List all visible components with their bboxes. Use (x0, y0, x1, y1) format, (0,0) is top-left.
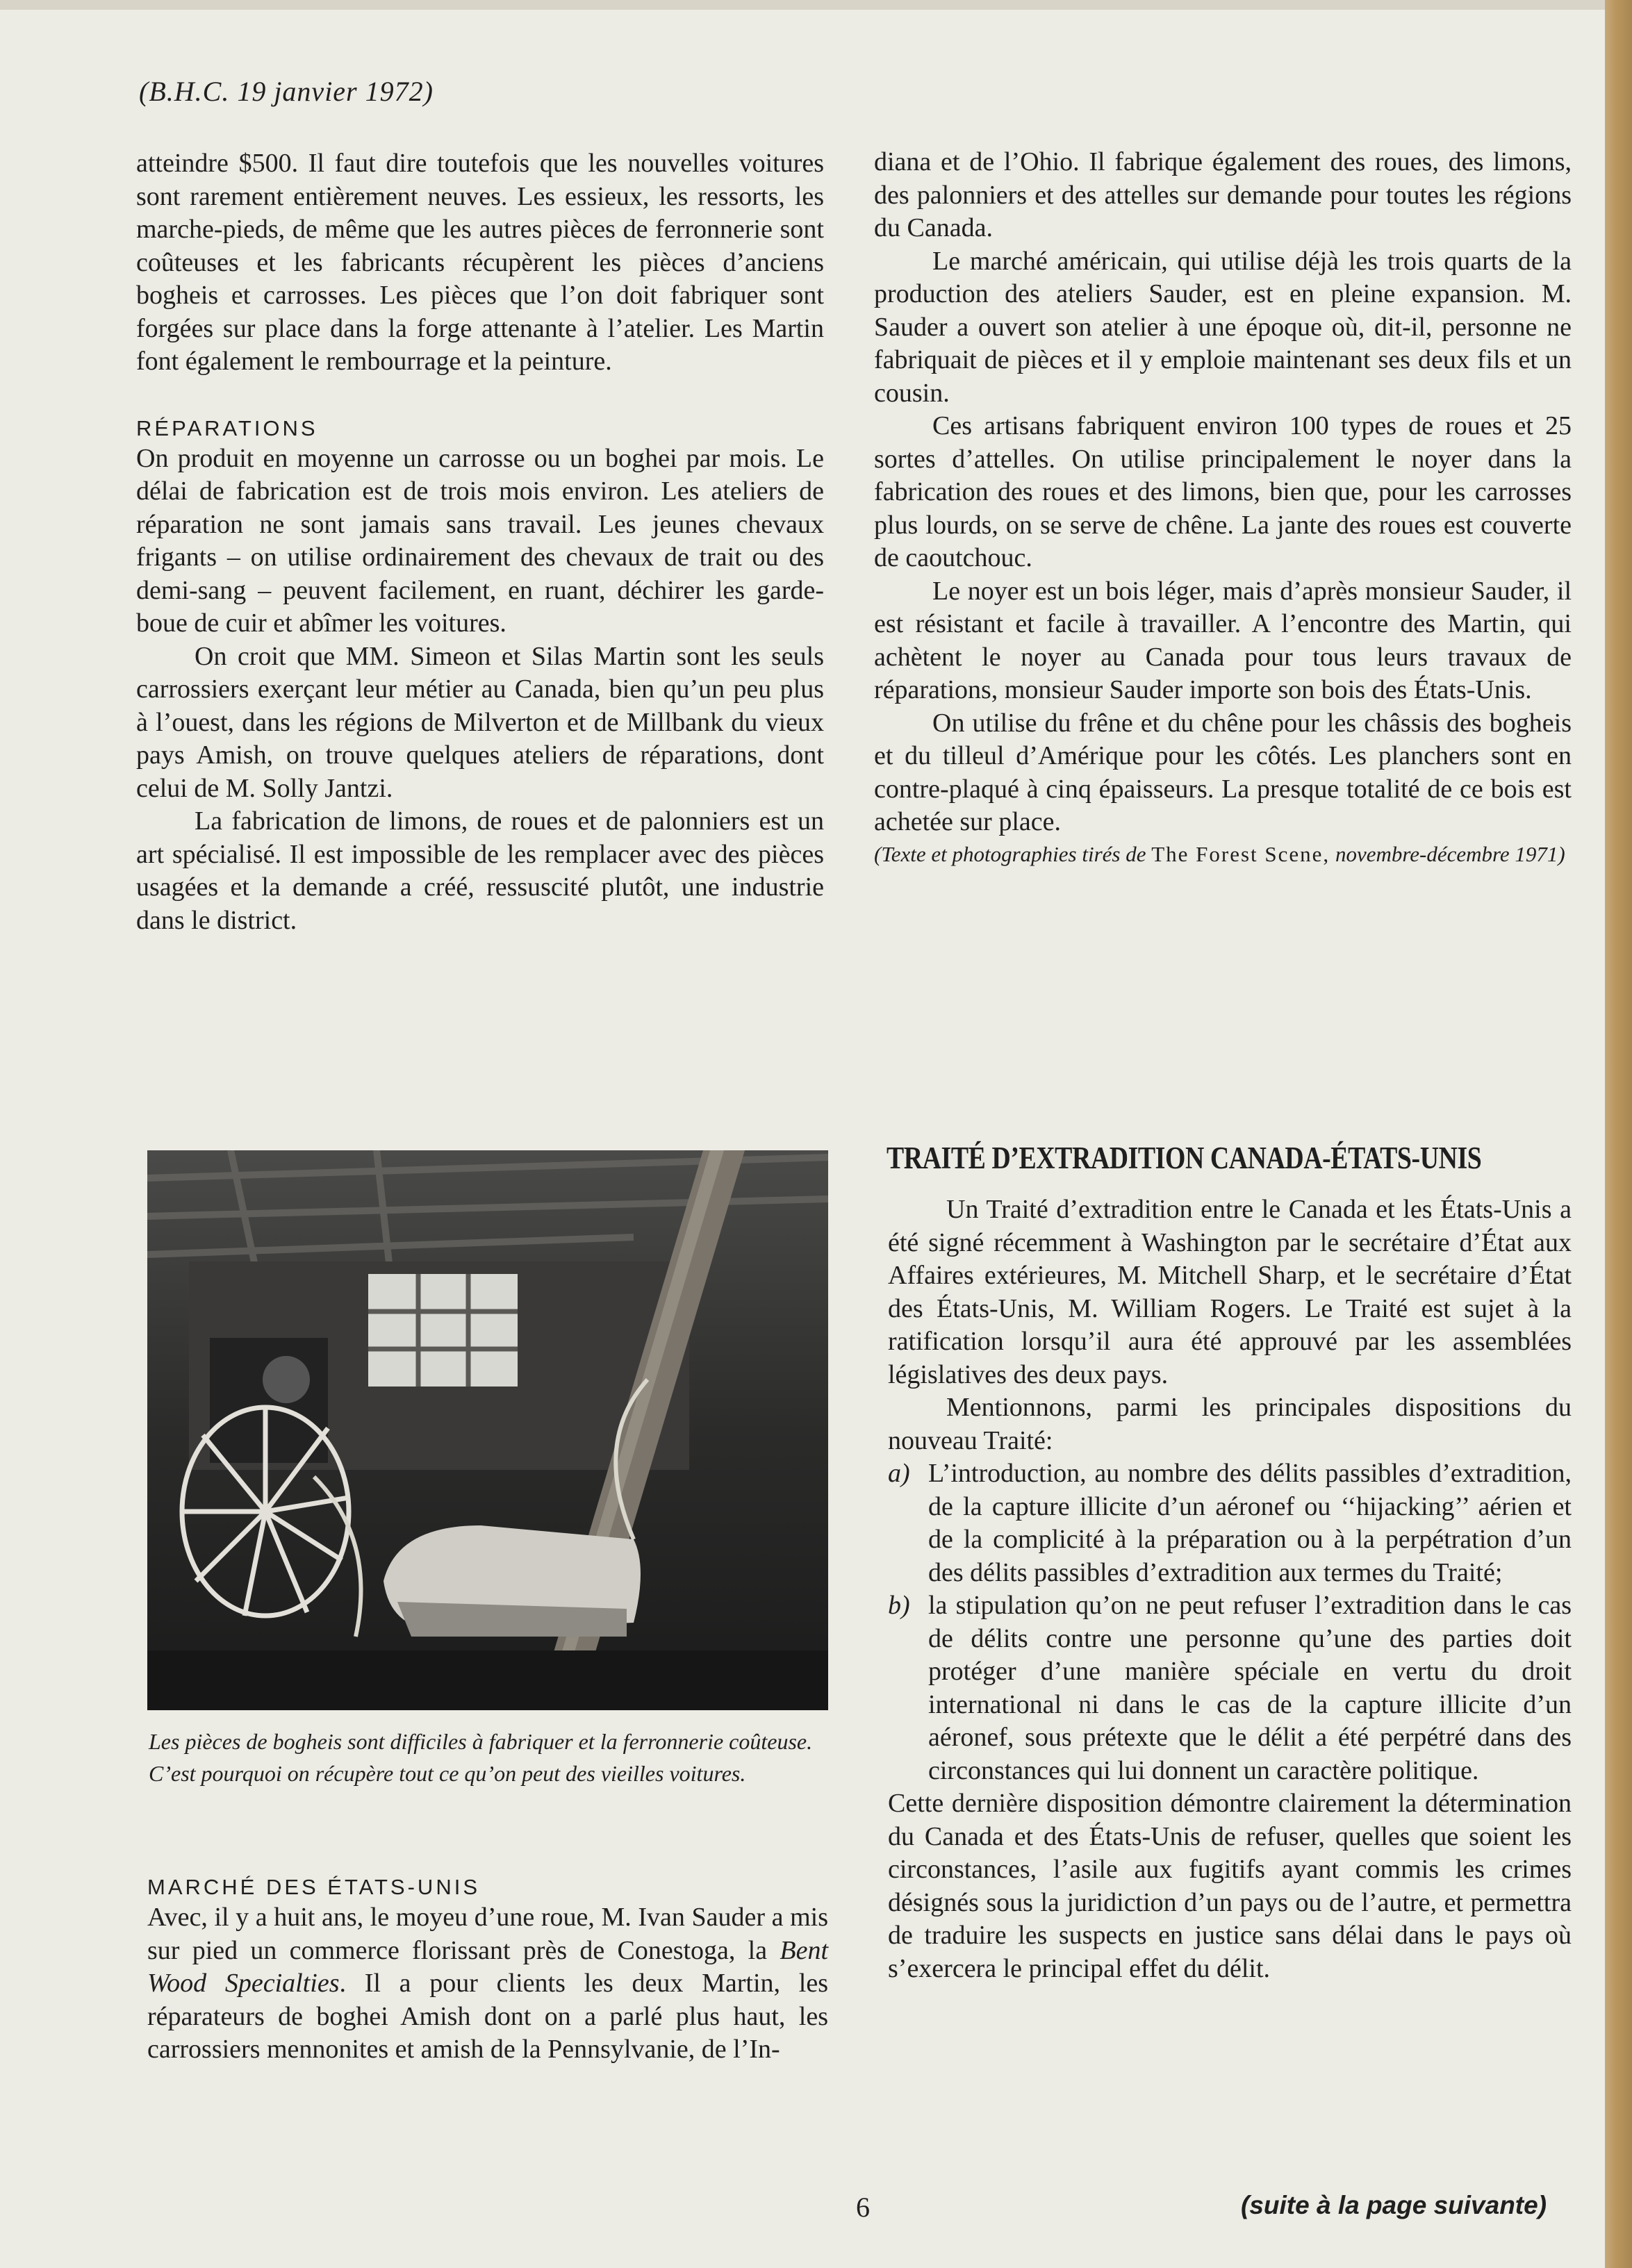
photo-caption: Les pièces de bogheis sont difficiles à fabriquer et la ferronnerie coûteuse. C’est pourquoi on récupère tout ce qu’on peut des vieilles voitures. (149, 1729, 813, 1786)
list-item-text: L’introduction, au nombre des délits passibles d’extradition, de la capture illicite d’un aéronef ou ‘‘hijacking’’ aérien et de la complicité à la préparation ou à la perpétration d’un des délits passibles d’extradition aux termes du Traité; (928, 1459, 1572, 1587)
paragraph: atteindre $500. Il faut dire toutefois que les nouvelles voitures sont rarement entièrement neuves. Les essieux, les ressorts, les marche-pieds, de même que les autres pièces de ferronnerie sont coûteuses et les fabricants récupèrent les pièces d’anciens bogheis et carrosses. Les pièces que l’on doit fabriquer sont forgées sur place dans la forge attenante à l’atelier. Les Martin font également le rembourrage et la peinture. (136, 149, 824, 376)
text-run: Avec, il y a huit ans, le moyeu d’une roue, M. Ivan Sauder a mis sur pied un commerce florissant près de Conestoga, la (147, 1903, 828, 1965)
continued-note: (suite à la page suivante) (1241, 2191, 1547, 2219)
binding-edge (1605, 0, 1632, 2268)
section-heading-reparations: RÉPARATIONS (136, 415, 318, 440)
paragraph: Un Traité d’extradition entre le Canada et les États-Unis a été signé récemment à Washington par le secrétaire d’État aux Affaires extérieures, M. Mitchell Sharp, et le secrétaire d’État des États-Unis, M. William Rogers. Le Traité est sujet à la ratification lorsqu’il aura été approuvé par les assemblées législatives des deux pays. (888, 1195, 1572, 1389)
paragraph: Le noyer est un bois léger, mais d’après monsieur Sauder, il est résistant et facile à travailler. A l’encontre des Martin, qui achètent le noyer au Canada pour tous leurs travaux de réparations, monsieur Sauder importe son bois des États-Unis. (874, 576, 1572, 704)
paragraph: On produit en moyenne un carrosse ou un boghei par mois. Le délai de fabrication est de trois mois environ. Les ateliers de réparation ne sont jamais sans travail. Les jeunes chevaux frigants – on utilise ordinairement des chevaux de trait ou des demi-sang – peuvent facilement, en ruant, déchirer les garde-boue de cuir et abîmer les voitures. (136, 443, 824, 638)
paragraph: On croit que MM. Simeon et Silas Martin sont les seuls carrossiers exerçant leur métier au Canada, bien qu’un peu plus à l’ouest, dans les régions de Milverton et de Millbank du vieux pays Amish, on trouve quelques ateliers de réparations, dont celui de M. Solly Jantzi. (136, 641, 824, 803)
source-title: The Forest Scene, (1151, 841, 1330, 866)
left-column (136, 147, 824, 937)
company-name: Bent Wood Specialties (147, 1935, 828, 1998)
list-item-text: la stipulation qu’on ne peut refuser l’extradition dans le cas de délits contre une personne qu’une des parties doit protéger d’une manière spéciale en vertu du droit international ni dans le cas de la capture illicite d’un aéronef, sous prétexte que le délit a été perpétré dans des circonstances qui lui donnent un caractère politique. (928, 1591, 1572, 1785)
list-item (888, 1589, 1572, 1787)
right-column (874, 146, 1572, 870)
article2-body (888, 1193, 1572, 1985)
paragraph: Ces artisans fabriquent environ 100 types de roues et 25 sortes d’attelles. On utilise principalement le noyer dans la fabrication des roues et des limons, bien que, pour les carrosses plus lourds, on se serve de chêne. La jante des roues est couverte de caoutchouc. (874, 411, 1572, 572)
text-run: . Il a pour clients les deux Martin, les réparateurs de boghei Amish dont on a parlé plus haut, les carrossiers mennonites et amish de la Pennsylvanie, de l’In- (147, 1969, 828, 2064)
article-title: TRAITÉ D’EXTRADITION CANADA-ÉTATS-UNIS (887, 1141, 1482, 1175)
source-credit (874, 839, 1572, 870)
list-item (888, 1457, 1572, 1589)
paragraph: Cette dernière disposition démontre clairement la détermination du Canada et des États-Unis de refuser, quelles que soient les circonstances, l’asile aux fugitifs ayant commis les crimes désignés sous la juridiction d’un pays ou de l’autre, et permettra de traduire les suspects en justice sans délai dans le pays où s’exercera le principal effet du délit. (888, 1789, 1572, 1983)
paragraph: Mentionnons, parmi les principales dispositions du nouveau Traité: (888, 1393, 1572, 1455)
page-top-edge (0, 0, 1605, 10)
paragraph (147, 1901, 828, 2067)
paragraph: On utilise du frêne et du chêne pour les châssis des bogheis et du tilleul d’Amérique pour les côtés. Les planchers sont en contre-plaqué à cinq épaisseurs. La presque totalité de ce bois est achetée sur place. (874, 708, 1572, 836)
section-heading-marche: MARCHÉ DES ÉTATS-UNIS (147, 1875, 480, 1899)
credit-text: (Texte et photographies tirés de (874, 841, 1152, 866)
paragraph: La fabrication de limons, de roues et de palonniers est un art spécialisé. Il est impossible de les remplacer avec des pièces usagées et la demande a créé, ressuscité plutôt, une industrie dans le district. (136, 806, 824, 935)
issue-header: (B.H.C. 19 janvier 1972) (139, 76, 434, 107)
workshop-photo (147, 1150, 828, 1710)
paragraph: diana et de l’Ohio. Il fabrique également des roues, des limons, des palonniers et des attelles sur demande pour toutes les régions du Canada. (874, 147, 1572, 242)
list-marker: b) (888, 1591, 910, 1620)
list-marker: a) (888, 1459, 910, 1488)
paragraph: Le marché américain, qui utilise déjà les trois quarts de la production des ateliers Sauder, est en pleine expansion. M. Sauder a ouvert son atelier à une époque où, dit-il, personne ne fabriquait de pièces et il y emploie maintenant ses deux fils et un cousin. (874, 246, 1572, 408)
left-bottom-column (147, 1873, 828, 2067)
page-number: 6 (856, 2192, 870, 2223)
workshop-photo-image (147, 1150, 828, 1710)
credit-text: novembre-décembre 1971) (1330, 841, 1565, 866)
